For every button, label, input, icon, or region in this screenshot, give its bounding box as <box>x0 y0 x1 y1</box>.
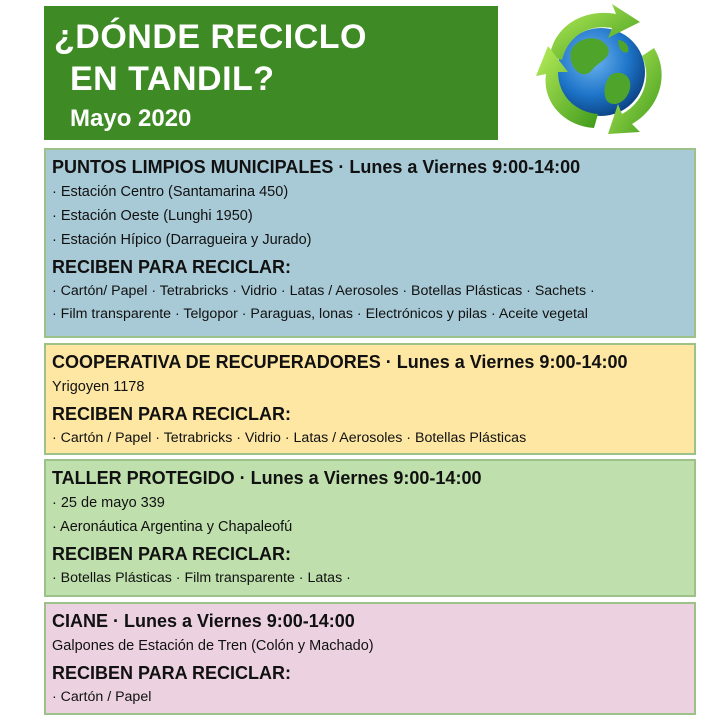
section-title: TALLER PROTEGIDO <box>52 468 235 488</box>
section-schedule: · Lunes a Viernes 9:00-14:00 <box>108 611 355 631</box>
receive-label: RECIBEN PARA RECICLAR: <box>52 663 292 683</box>
location-item: Yrigoyen 1178 <box>52 379 145 395</box>
location-item: Galpones de Estación de Tren (Colón y Machado) <box>52 638 374 654</box>
section-cooperativa <box>44 343 696 455</box>
subtitle: Mayo 2020 <box>70 105 192 132</box>
materials-line: · Cartón / Papel · Tetrabricks · Vidrio · Latas / Aerosoles · Botellas Plásticas <box>52 430 527 446</box>
section-taller-protegido <box>44 459 696 597</box>
section-schedule: · Lunes a Viernes 9:00-14:00 <box>234 468 482 488</box>
recycling-globe-icon <box>528 4 673 138</box>
title-line-2: EN TANDIL? <box>70 60 275 98</box>
section-title: PUNTOS LIMPIOS MUNICIPALES <box>52 157 334 177</box>
location-item: · Estación Hípico (Darragueira y Jurado) <box>52 232 312 248</box>
header-banner <box>44 6 498 140</box>
location-item: · Estación Centro (Santamarina 450) <box>52 184 289 200</box>
location-item: · 25 de mayo 339 <box>52 495 165 511</box>
section-ciane <box>44 602 696 715</box>
section-title: COOPERATIVA DE RECUPERADORES <box>52 352 381 372</box>
location-item: · Estación Oeste (Lunghi 1950) <box>52 208 253 224</box>
receive-label: RECIBEN PARA RECICLAR: <box>52 257 292 277</box>
materials-line: · Cartón/ Papel · Tetrabricks · Vidrio · Latas / Aerosoles · Botellas Plásticas · Sachets · <box>52 283 595 299</box>
section-schedule: · Lunes a Viernes 9:00-14:00 <box>380 352 628 372</box>
materials-line: · Film transparente · Telgopor · Paraguas, lonas · Electrónicos y pilas · Aceite vegetal <box>52 306 588 322</box>
receive-label: RECIBEN PARA RECICLAR: <box>52 404 292 424</box>
location-item: · Aeronáutica Argentina y Chapaleofú <box>52 519 293 535</box>
materials-line: · Cartón / Papel <box>52 689 152 705</box>
section-title: CIANE <box>52 611 109 631</box>
materials-line: · Botellas Plásticas · Film transparente · Latas · <box>52 570 351 586</box>
section-schedule: · Lunes a Viernes 9:00-14:00 <box>333 157 581 177</box>
section-puntos-limpios <box>44 148 696 338</box>
title-line-1: ¿DÓNDE RECICLO <box>54 18 367 56</box>
receive-label: RECIBEN PARA RECICLAR: <box>52 544 292 564</box>
